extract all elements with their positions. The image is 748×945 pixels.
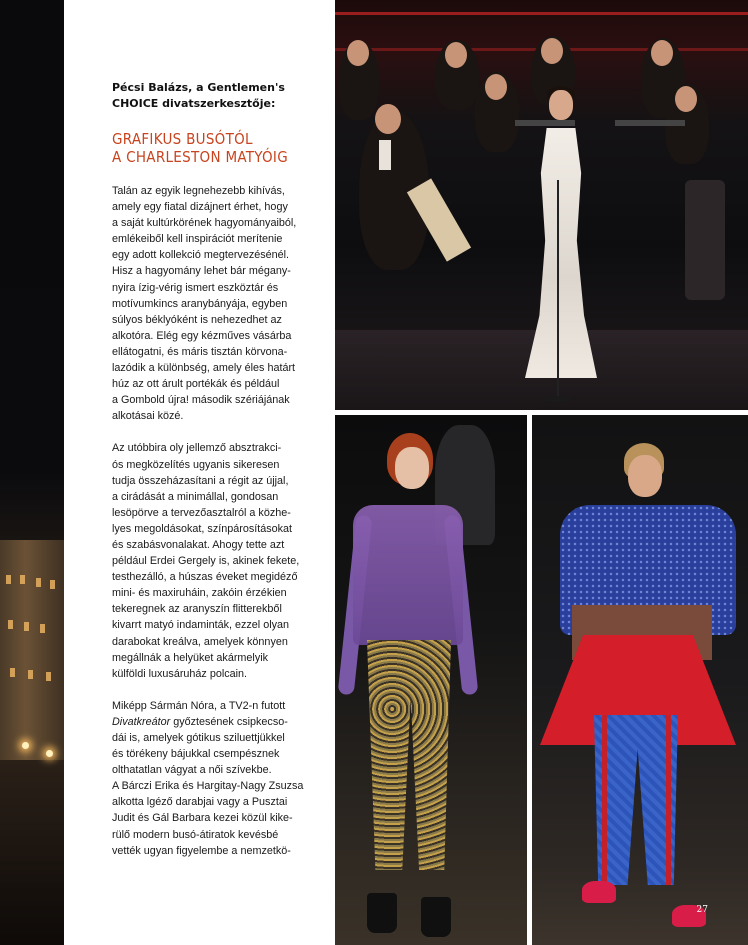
- orchestra-singer-photo: [335, 0, 748, 410]
- text-line: tekeregnek az aranyszín flitterekből: [112, 603, 282, 616]
- text-line: lesöpörve a tervezőasztalról a közhe-: [112, 506, 291, 519]
- intro-line: Pécsi Balázs, a Gentlemen's: [112, 81, 285, 94]
- runway-model-red-skirt-photo: [532, 415, 748, 945]
- microphone-stand: [557, 180, 559, 400]
- stage-light-bar: [335, 12, 748, 15]
- text-line: és szabásvonalakat. Ahogy tette azt: [112, 538, 285, 551]
- paragraph: [112, 183, 312, 424]
- musician-face: [485, 74, 507, 100]
- street-lamp: [22, 742, 29, 749]
- paragraph: [112, 698, 312, 859]
- text-line: mini- és maxiruháin, zakóin érzékien: [112, 587, 287, 600]
- text-line: dái is, amelyek gótikus sziluettjükkel: [112, 732, 285, 744]
- text-line: vették ugyan figyelembe a nemzetkö-: [112, 844, 291, 857]
- text-line: rülő modern busó-átiratok kevésbé: [112, 828, 279, 841]
- text-line: Hisz a hagyomány lehet bár mégany-: [112, 265, 291, 278]
- author-intro: [112, 80, 312, 111]
- text-line: Az utóbbira oly jellemző absztrakci-: [112, 442, 282, 455]
- gold-sequin-pants: [367, 640, 451, 870]
- text-line: külföldi luxusáruház polcain.: [112, 667, 248, 680]
- model-face: [395, 447, 429, 489]
- street: [0, 760, 64, 945]
- text-line: a Gombold újra! második szériájának: [112, 394, 290, 407]
- text-line: megállnák a helyüket akármelyik: [112, 651, 269, 664]
- city-night-photo: [0, 0, 64, 945]
- red-trouser-stripe: [602, 715, 607, 885]
- text-line: húz az ott árult portékák és például: [112, 378, 280, 391]
- text-line: súlyos béklyóként is nehezedhet az: [112, 313, 282, 326]
- singer-face: [549, 90, 573, 120]
- text-line: Talán az egyik legnehezebb kihívás,: [112, 185, 285, 197]
- text-line: alkotásai közé.: [112, 410, 184, 423]
- text-fragment: győztesének csipkecso-: [170, 715, 288, 728]
- text-fragment: Miképp Sármán Nóra, a TV2-n futott: [112, 699, 286, 712]
- text-line: nyira ízig-vérig ismert eszköztár és: [112, 281, 279, 294]
- text-line: [112, 698, 312, 714]
- runway-model-sequin-pants-photo: [335, 415, 527, 945]
- chair: [685, 180, 725, 300]
- text-line: ós megközelítés ugyanis sikeresen: [112, 458, 280, 471]
- text-line: a saját kultúrkörének hagyományaiból,: [112, 217, 297, 230]
- model-face: [628, 455, 662, 497]
- text-line: lazódik a különbség, amely éles határt: [112, 362, 296, 375]
- text-line: például Erdei Gergely is, akinek fekete,: [112, 555, 300, 568]
- red-trouser-stripe: [666, 715, 671, 885]
- window-light: [40, 624, 45, 633]
- street-lamp: [46, 750, 53, 757]
- black-boot: [367, 893, 397, 933]
- intro-line: CHOICE divatszerkesztője:: [112, 96, 276, 110]
- show-title: Divatkreátor: [112, 715, 171, 728]
- text-line: alkotóra. Elég egy kézműves vásárba: [112, 329, 292, 342]
- window-light: [6, 575, 11, 584]
- article-headline: [112, 130, 322, 166]
- text-line: tudja összeházasítani a régit az újjal,: [112, 474, 289, 487]
- musician-face: [445, 42, 467, 68]
- text-line: testhezálló, a húszas éveket megidéző: [112, 571, 298, 584]
- window-light: [46, 672, 51, 681]
- text-line: ellátogatni, és máris tisztán körvona-: [112, 345, 288, 358]
- music-stand: [615, 120, 685, 126]
- sheer-purple-top: [353, 505, 463, 645]
- paragraph: [112, 440, 312, 681]
- violinist-face: [375, 104, 401, 134]
- headline-line: GRAFIKUS BUSÓTÓL: [112, 130, 253, 148]
- window-light: [28, 670, 33, 679]
- window-light: [20, 575, 25, 584]
- window-light: [36, 578, 41, 587]
- text-line: A Bárczi Erika és Hargitay-Nagy Zsuzsa: [112, 780, 304, 793]
- text-line: egy adott kollekció megtervezésénél.: [112, 249, 290, 262]
- article-body: [112, 183, 312, 875]
- musician-face: [347, 40, 369, 66]
- musician-face: [675, 86, 697, 112]
- black-boot: [421, 897, 451, 937]
- text-line: amely egy fiatal dizájnert érhet, hogy: [112, 201, 288, 214]
- text-line: Judit és Gál Barbara kezei közül kike-: [112, 812, 293, 825]
- text-line: motívumkincs aranybányája, egyben: [112, 297, 288, 310]
- text-line: darabokat kreálva, amelyek könnyen: [112, 635, 288, 648]
- window-light: [24, 622, 29, 631]
- window-light: [8, 620, 13, 629]
- window-light: [10, 668, 15, 677]
- music-stand: [515, 120, 575, 126]
- window-light: [50, 580, 55, 589]
- text-line: kivarrt matyó indaminták, ezzel olyan: [112, 619, 290, 632]
- text-line: és törékeny bájukkal csempésznek: [112, 748, 280, 761]
- text-line: emlékeiből kell inspirációt merítenie: [112, 233, 283, 246]
- text-line: lyes megoldásokat, színpárosításokat: [112, 522, 293, 535]
- red-shoe: [582, 881, 616, 903]
- text-line: olthatatlan vágyat a női szívekbe.: [112, 764, 272, 777]
- text-line: [112, 714, 312, 730]
- microphone-base: [543, 396, 573, 402]
- white-shirt: [379, 140, 391, 170]
- page-number: 27: [696, 905, 708, 915]
- musician-face: [541, 38, 563, 64]
- text-line: alkotta lgéző darabjai vagy a Pusztai: [112, 796, 288, 809]
- singer-white-lace-dress: [525, 128, 597, 378]
- musician-face: [651, 40, 673, 66]
- headline-line: A CHARLESTON MATYÓIG: [112, 148, 288, 166]
- text-line: a cirádását a minimállal, gondosan: [112, 490, 279, 503]
